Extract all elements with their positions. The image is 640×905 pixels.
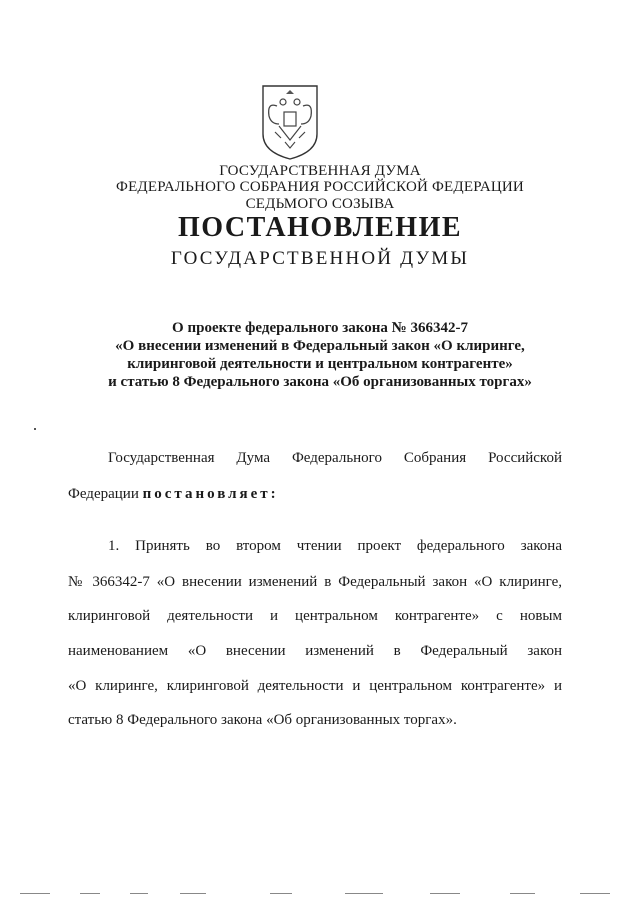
preamble-line-1: Государственная Дума Федерального Собрания Российской [108, 450, 562, 466]
scan-speck [34, 428, 36, 430]
scan-artifact [345, 893, 383, 894]
subject-line-1: О проекте федерального закона № 366342-7 [172, 320, 468, 336]
subject-line-3: клиринговой деятельности и центральном контрагенте» [127, 356, 513, 372]
resolves-word: постановляет: [142, 486, 279, 502]
document-title: ПОСТАНОВЛЕНИЕ [177, 212, 463, 243]
clause1-line-5: «О клиринге, клиринговой деятельности и центральном контрагенте» и [68, 678, 562, 694]
document-subtitle: ГОСУДАРСТВЕННОЙ ДУМЫ [170, 248, 470, 269]
subject-line-2: «О внесении изменений в Федеральный закон «О клиринге, [115, 338, 525, 354]
state-emblem-icon [255, 82, 325, 162]
clause1-line-3: клиринговой деятельности и центральном контрагенте» с новым [68, 608, 562, 624]
scan-artifact [130, 893, 148, 894]
scan-artifact [180, 893, 206, 894]
header-line-assembly: ФЕДЕРАЛЬНОГО СОБРАНИЯ РОССИЙСКОЙ ФЕДЕРАЦИИ [116, 179, 524, 195]
scan-artifact [270, 893, 292, 894]
preamble-line-2 [68, 486, 562, 503]
clause1-line-2: № 366342-7 «О внесении изменений в Федеральный закон «О клиринге, [68, 574, 562, 590]
header-line-convocation: СЕДЬМОГО СОЗЫВА [245, 196, 395, 212]
clause1-line-4: наименованием «О внесении изменений в Федеральный закон [68, 643, 562, 659]
scan-artifact [80, 893, 100, 894]
clause1-line-1: 1. Принять во втором чтении проект федерального закона [108, 538, 562, 554]
scan-artifact [430, 893, 460, 894]
clause1-line-6: статью 8 Федерального закона «Об организованных торгах». [68, 712, 457, 728]
subject-line-4: и статью 8 Федерального закона «Об организованных торгах» [108, 374, 532, 390]
scan-artifact [580, 893, 610, 894]
header-line-duma: ГОСУДАРСТВЕННАЯ ДУМА [219, 163, 421, 179]
scan-artifact [510, 893, 535, 894]
scan-artifact [20, 893, 50, 894]
preamble-federation-text: Федерации [68, 486, 143, 502]
